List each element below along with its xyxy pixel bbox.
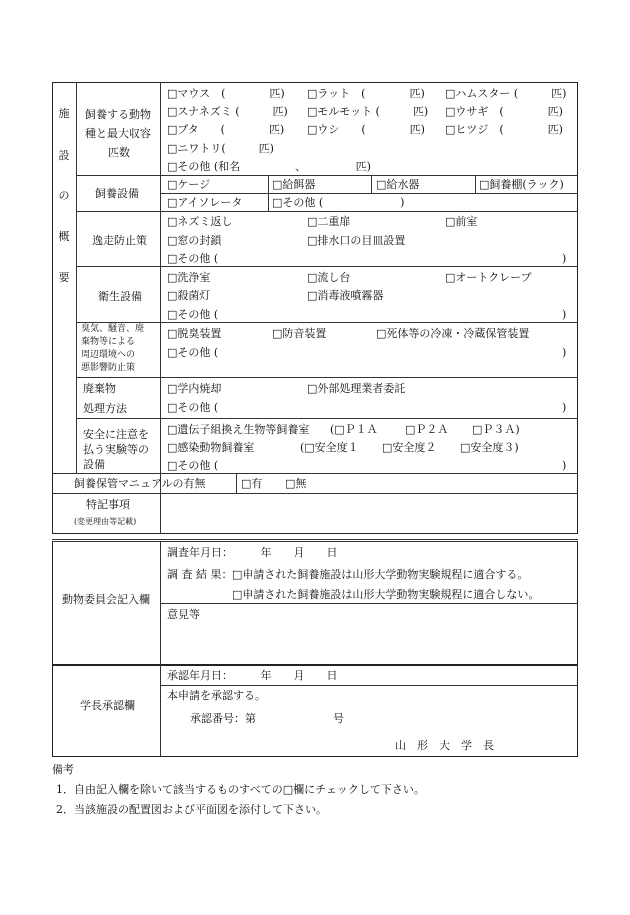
escape-window: □窓の封鎖 <box>167 234 222 247</box>
manual-yes: □有 <box>241 477 263 490</box>
escape-close: ) <box>562 252 567 265</box>
animal-cow: □ウシ ( 匹) <box>307 123 425 136</box>
grid-line <box>76 322 578 323</box>
notes-title: 備考 <box>52 763 74 776</box>
equip-feeder: □給餌器 <box>272 178 316 191</box>
waste-close: ) <box>562 401 567 414</box>
waste-outsource: □外部処理業者委託 <box>307 382 406 395</box>
safety-p2a: □Ｐ２Ａ <box>405 423 449 436</box>
escape-other: □その他 ( <box>167 252 219 265</box>
hygiene-uv: □殺菌灯 <box>167 289 211 302</box>
animal-chicken: □ニワトリ( 匹) <box>167 142 274 155</box>
special-sub: (変更理由等記載) <box>74 517 137 526</box>
safety-level1: (□安全度１ <box>300 441 359 454</box>
safety-close: ) <box>562 459 567 472</box>
animals-label-line: 匹数 <box>108 146 130 159</box>
env-label-line: 周辺環境への <box>81 350 136 360</box>
grid-line <box>76 418 578 419</box>
president-label: 学長承認欄 <box>80 699 135 712</box>
committee-label: 動物委員会記入欄 <box>62 593 150 606</box>
animal-guineapig: □モルモット ( 匹) <box>307 105 429 118</box>
committee-opinion: 意見等 <box>167 608 200 621</box>
equipment-label: 飼養設備 <box>95 187 139 200</box>
env-label-line: 悪影響防止策 <box>81 363 136 373</box>
grid-line <box>76 175 578 176</box>
grid-line <box>160 665 161 757</box>
hygiene-sink: □流し台 <box>307 271 351 284</box>
safety-other: □その他 ( <box>167 459 219 472</box>
animals-label-line: 種と最大収容 <box>85 127 151 140</box>
grid-line <box>160 193 578 194</box>
waste-other: □その他 ( <box>167 401 219 414</box>
vertical-title-char: 概 <box>58 230 70 243</box>
grid-line <box>236 473 237 493</box>
equip-isolator: □アイソレータ <box>167 196 243 209</box>
president-signer: 山 形 大 学 長 <box>395 739 494 752</box>
animal-sheep: □ヒツジ ( 匹) <box>445 123 563 136</box>
equip-cage: □ケージ <box>167 178 211 191</box>
animal-gerbil: □スナネズミ ( 匹) <box>167 105 288 118</box>
waste-label-line: 処理方法 <box>83 402 127 415</box>
env-deodorizer: □脱臭装置 <box>167 327 222 340</box>
hygiene-wash: □洗浄室 <box>167 271 211 284</box>
escape-anteroom: □前室 <box>445 215 478 228</box>
safety-label-line: 設備 <box>83 458 105 471</box>
hygiene-other: □その他 ( <box>167 308 219 321</box>
safety-p3a: □Ｐ３Ａ) <box>472 423 520 436</box>
vertical-title-char: の <box>58 189 70 202</box>
manual-no: □無 <box>285 477 307 490</box>
president-number: 承認番号：第 号 <box>190 712 344 725</box>
waste-label-line: 廃棄物 <box>83 382 116 395</box>
escape-double-door: □二重扉 <box>307 215 351 228</box>
env-soundproof: □防音装置 <box>272 327 327 340</box>
section-divider <box>52 539 578 542</box>
equip-other: □その他 ( ) <box>272 196 405 209</box>
grid-line <box>76 377 578 378</box>
notes-item: 1．自由記入欄を除いて該当するものすべての□欄にチェックして下さい。 <box>56 783 425 796</box>
grid-line <box>160 685 578 686</box>
grid-line <box>371 175 372 193</box>
safety-label-line: 払う実験等の <box>83 443 149 456</box>
special-label: 特記事項 <box>86 498 130 511</box>
safety-infect-room: □感染動物飼養室 <box>167 441 255 454</box>
animals-label-line: 飼養する動物 <box>85 108 151 121</box>
notes-item: 2．当該施設の配置図および平面図を添付して下さい。 <box>56 803 327 816</box>
grid-line <box>76 211 578 212</box>
escape-rat-guard: □ネズミ返し <box>167 215 233 228</box>
hygiene-label: 衛生設備 <box>98 290 142 303</box>
manual-label: 飼養保管マニュアルの有無 <box>74 477 206 490</box>
safety-label-line: 安全に注意を <box>83 428 149 441</box>
vertical-title-char: 施 <box>58 107 70 120</box>
safety-level3: □安全度３) <box>460 441 519 454</box>
president-text: 本申請を承認する。 <box>167 689 266 702</box>
env-other: □その他 ( <box>167 346 219 359</box>
vertical-title-char: 要 <box>58 271 70 284</box>
safety-gmo-room: □遺伝子組換え生物等飼養室 <box>167 423 310 436</box>
waste-incinerate: □学内焼却 <box>167 382 222 395</box>
escape-drain: □排水口の目皿設置 <box>307 234 406 247</box>
grid-line <box>76 266 578 267</box>
escape-label: 逸走防止策 <box>92 234 147 247</box>
hygiene-autoclave: □オートクレーブ <box>445 271 532 284</box>
grid-line <box>76 82 77 473</box>
grid-line <box>160 603 578 604</box>
grid-line <box>475 175 476 193</box>
safety-p1a: (□Ｐ１Ａ <box>330 423 378 436</box>
animal-mouse: □マウス ( 匹) <box>167 87 285 100</box>
env-label-line: 臭気、騒音、廃 <box>81 324 145 334</box>
committee-result1: □申請された飼養施設は山形大学動物実験規程に適合する。 <box>232 568 529 581</box>
facility-table <box>52 82 578 534</box>
equip-waterer: □給水器 <box>376 178 420 191</box>
animal-hamster: □ハムスター ( 匹) <box>445 87 567 100</box>
animal-rat: □ラット ( 匹) <box>307 87 425 100</box>
env-freezer: □死体等の冷凍・冷蔵保管装置 <box>376 327 530 340</box>
animal-rabbit: □ウサギ ( 匹) <box>445 105 563 118</box>
vertical-title-char: 設 <box>58 149 70 162</box>
animal-pig: □ブタ ( 匹) <box>167 123 285 136</box>
committee-result-label: 調 査 結 果： <box>167 568 233 581</box>
grid-line <box>268 175 269 211</box>
grid-line <box>160 82 161 534</box>
hygiene-close: ) <box>562 308 567 321</box>
equip-rack: □飼養棚(ラック) <box>479 178 564 191</box>
president-date: 承認年月日： 年 月 日 <box>167 669 338 682</box>
hygiene-sprayer: □消毒液噴霧器 <box>307 289 384 302</box>
grid-line <box>52 473 578 474</box>
env-label-line: 棄物等による <box>81 337 136 347</box>
committee-result2: □申請された飼養施設は山形大学動物実験規程に適合しない。 <box>232 588 540 601</box>
animal-other: □その他 (和名 、 匹) <box>167 160 371 173</box>
safety-level2: □安全度２ <box>382 441 437 454</box>
committee-date: 調査年月日： 年 月 日 <box>167 546 338 559</box>
env-close: ) <box>562 346 567 359</box>
grid-line <box>52 493 578 494</box>
